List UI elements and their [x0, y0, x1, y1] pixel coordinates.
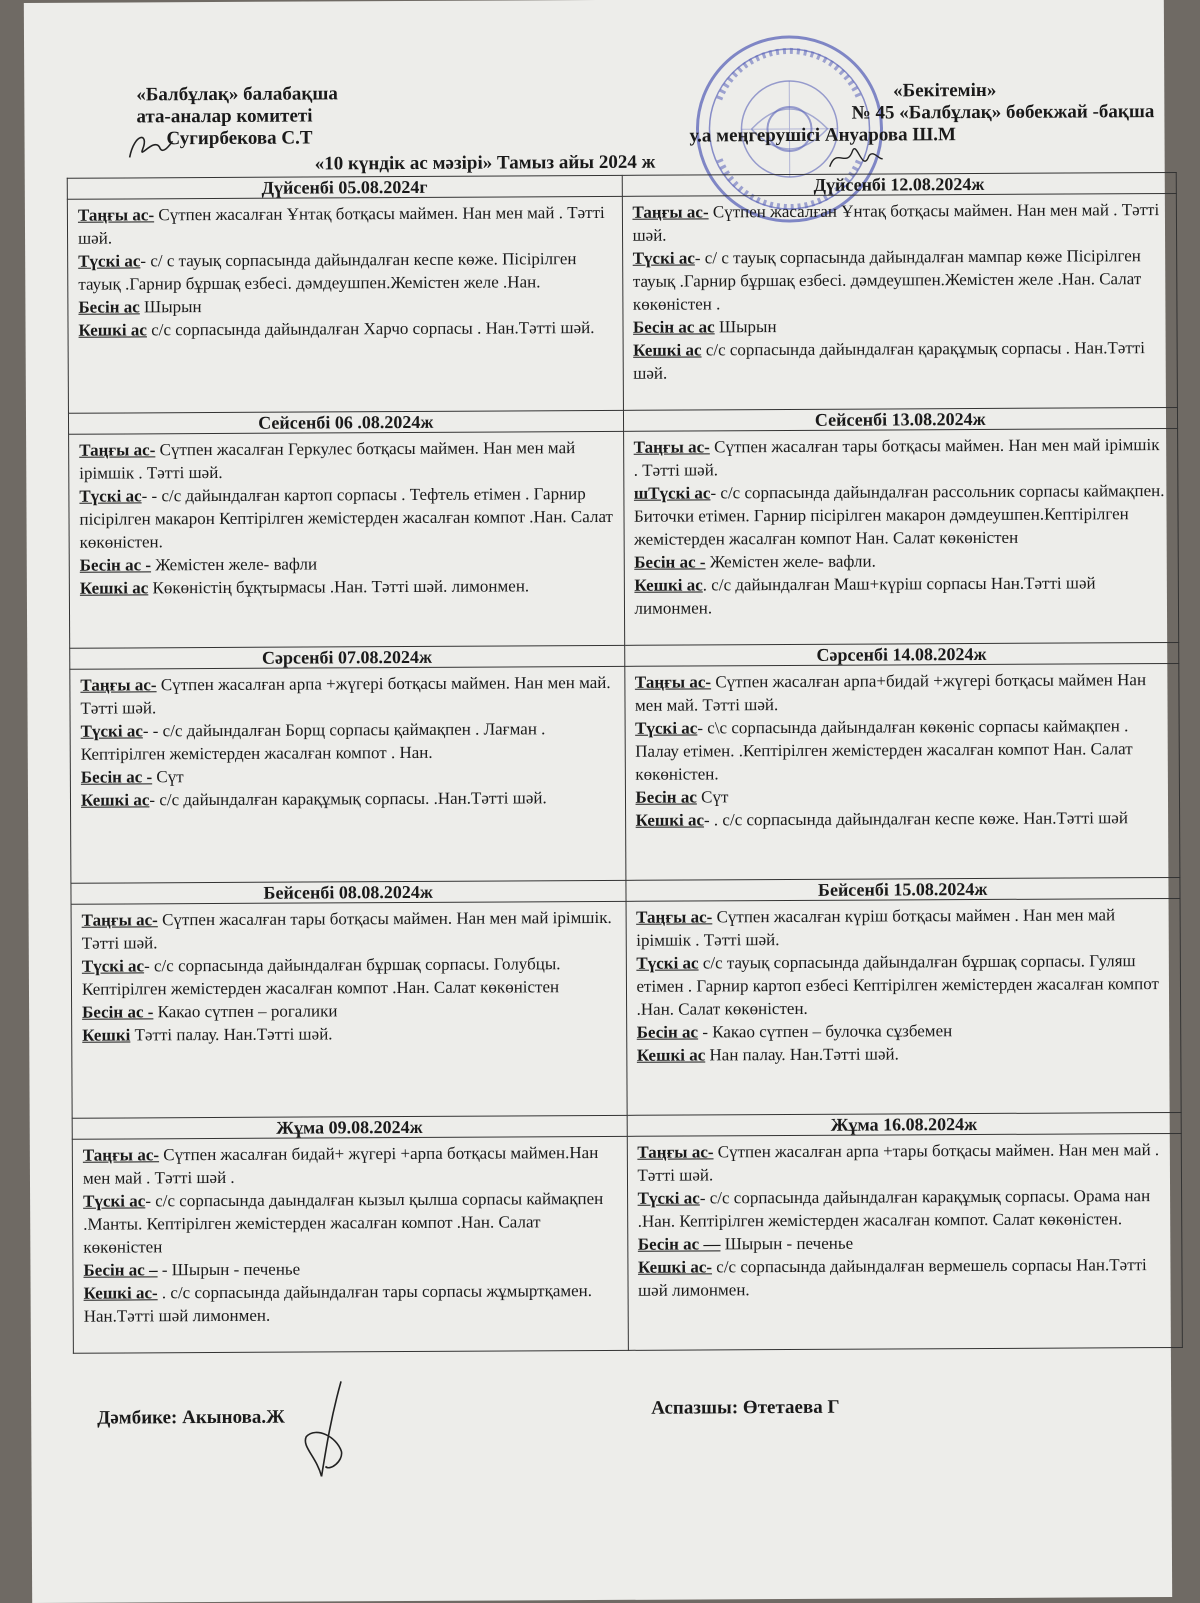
menu-table [67, 172, 1183, 1354]
meal-label: Түскі ас [81, 956, 145, 976]
meal-text: Жемістен желе- вафли. [705, 551, 876, 572]
day-header-left: Бейсенбі 08.08.2024ж [71, 880, 626, 904]
day-meals-row [70, 663, 1180, 883]
meal-label: Бесін ас [636, 1022, 699, 1042]
day-meals-right [623, 428, 1179, 645]
meal-text: с/с тауық сорпасында дайындалған бұршақ сорпасы. Гуляш етімен . Гарнир картоп езбесі Кептірілген жемістерден жасалған компот .Нан. Салат көкөністен. [636, 951, 1159, 1019]
meal-text: - с/ с тауық сорпасында дайындалған мампар көже Пісірілген тауық .Гарнир бұршақ езбесі. дәмдеушпен.Жемістен желе .Нан. Салат көкөністен . [632, 246, 1142, 314]
meal-text: Сүтпен жасалған арпа+бидай +жүгері ботқасы маймен Нан мен май. Тәтті шәй. [634, 670, 1147, 715]
meal-text: . с/с дайындалған Маш+күріш сорпасы Нан.Тәтті шәй лимонмен. [634, 573, 1096, 618]
meal-entry [79, 436, 613, 485]
meal-text: Сүтпен жасалған тары ботқасы маймен. Нан мен май ірімшік. Тәтті шәй. [81, 907, 612, 953]
meal-entry [80, 671, 614, 720]
meal-entry [79, 482, 613, 554]
meal-text: - - с/с дайындалған картоп сорпасы . Тефтель етімен . Гарнир пісірілген макарон Кептірілген жемістерден жасалған компот .Нан. Салат көкөністен. [79, 484, 614, 552]
meal-text: - с/ с тауық сорпасында дайындалған кеспе көже. Пісірілген тауық .Гарнир бұршақ езбесі. дәмдеушпен.Жемістен желе .Нан. [78, 249, 577, 294]
signature-left [124, 127, 174, 167]
day-meals-right [627, 1133, 1183, 1350]
meal-entry [82, 1021, 616, 1047]
meal-text: Жемістен желе- вафли [150, 554, 318, 575]
meal-label: Таңғы ас- [632, 202, 709, 222]
day-header-right: Дүйсенбі 12.08.2024ж [622, 172, 1177, 196]
meal-entry [83, 1187, 617, 1259]
day-meals-left [72, 1136, 628, 1353]
day-meals-right [626, 898, 1182, 1115]
day-header-left: Жұма 09.08.2024ж [72, 1115, 627, 1139]
meal-text: Шырын [139, 297, 202, 317]
meal-text: Сүтпен жасалған арпа +жүгері ботқасы маймен. Нан мен май. Тәтті шәй. [80, 672, 611, 718]
meal-entry [637, 1041, 1171, 1067]
meal-text: Тәтті палау. Нан.Тәтті шәй. [130, 1024, 333, 1045]
meal-text: - - с/с дайындалған Борщ сорпасы қаймақпен . Лағман . Кептірілген жемістерден жасалған компот . Нан. [80, 719, 546, 764]
meal-text: Нан палау. Нан.Тәтті шәй. [705, 1044, 899, 1065]
meal-text: Сүтпен жасалған күріш ботқасы маймен . Нан мен май ірімшік . Тәтті шәй. [636, 905, 1116, 950]
meal-label: Кешкі ас [78, 320, 147, 340]
meal-entry [636, 806, 1170, 832]
meal-text: Сүтпен жасалған Ұнтақ ботқасы маймен. Нан мен май . Тәтті шәй. [632, 200, 1160, 245]
day-meals-row [72, 1133, 1182, 1353]
meal-label: Кешкі ас [635, 810, 705, 830]
meal-label: Түскі ас [637, 1188, 700, 1208]
meal-label: Бесін ас - [82, 1002, 154, 1022]
meal-label: Бесін ас - [634, 552, 706, 572]
meal-entry [81, 717, 615, 766]
document-page [24, 0, 1172, 1603]
meal-text: с/с сорпасында дайындалған қарақұмық сорпасы . Нан.Тәтті шәй. [633, 338, 1145, 383]
meal-text: - с/с дайындалған карақұмық сорпасы. .Нан.Тәтті шәй. [149, 788, 547, 810]
meal-entry [636, 903, 1170, 952]
meal-text: - с/с сорпасында даындалған кызыл қылша сорпасы каймақпен .Манты. Кептірілген жемістерден жасалған компот .Нан. Салат көкөністен [83, 1188, 604, 1257]
day-meals-left [67, 196, 623, 413]
meal-label: Таңғы ас- [79, 440, 156, 460]
meal-label: Кешкі ас [633, 340, 702, 360]
meal-entry [82, 998, 616, 1024]
day-header-left: Дүйсенбі 05.08.2024г [67, 175, 622, 199]
meal-entry [635, 714, 1169, 786]
meal-label: Түскі ас [635, 718, 698, 738]
meal-entry [637, 1018, 1171, 1044]
meal-label: Кешкі [82, 1025, 131, 1045]
meal-entry [638, 1184, 1172, 1233]
day-meals-right [624, 663, 1180, 880]
day-header-right: Бейсенбі 15.08.2024ж [625, 877, 1180, 901]
meal-entry [636, 949, 1170, 1021]
day-meals-row [69, 428, 1179, 648]
meal-text: с/с сорпасында дайындалған вермешель сорпасы Нан.Тәтті шәй лимонмен. [638, 1255, 1147, 1300]
nurse-signature-line: Дәмбике: Акынова.Ж [97, 1406, 285, 1429]
meal-entry [81, 763, 615, 789]
meal-entry [632, 198, 1166, 247]
meal-label: Кешкі ас [636, 1045, 706, 1065]
day-meals-row [67, 193, 1177, 413]
meal-label: Бесін ас - [80, 767, 153, 787]
meal-text: Сүтпен жасалған арпа +тары ботқасы маймен. Нан мен май . Тәтті шәй. [637, 1140, 1160, 1185]
meal-entry [634, 433, 1168, 482]
meal-label: Бесін ас - [79, 555, 152, 575]
meal-label: Бесін ас ас [632, 317, 715, 337]
signature-bottom [281, 1376, 372, 1486]
meal-text: Сүтпен жасалған Ұнтақ ботқасы маймен. Нан мен май . Тәтті шәй. [78, 202, 605, 248]
meal-label: Кешкі ас [634, 575, 703, 595]
meal-label: Кешкі ас [79, 578, 149, 598]
meal-entry [638, 1253, 1172, 1302]
meal-text: Шырын [714, 317, 777, 337]
meal-entry [80, 551, 614, 577]
cook-signature-line: Аспазшы: Өтетаева Г [651, 1396, 840, 1419]
meal-entry [78, 247, 612, 296]
meal-label: Түскі ас [80, 721, 143, 741]
meal-text: - Какао сүтпен – булочка сұзбемен [698, 1021, 953, 1042]
meal-label: Таңғы ас- [636, 907, 713, 927]
meal-text: Шырын - печенье [720, 1233, 854, 1254]
meal-label: Түскі ас [636, 953, 699, 973]
meal-entry [84, 1279, 618, 1328]
meal-label: Таңғы ас- [634, 672, 712, 692]
meal-text: Какао сүтпен – рогалики [153, 1001, 338, 1022]
meal-entry [80, 574, 614, 600]
institution-name: № 45 «Балбұлақ» бөбекжай -бақша [851, 101, 1155, 124]
meal-label: Бесін ас [78, 297, 140, 317]
meal-text: Сүт [152, 767, 184, 787]
meal-text: Көкөністің бұқтырмасы .Нан. Тәтті шәй. лимонмен. [148, 576, 530, 598]
meal-label: Түскі ас [632, 248, 695, 268]
day-header-right: Сейсенбі 13.08.2024ж [623, 407, 1178, 431]
meal-label: Таңғы ас- [80, 675, 157, 695]
meal-text: - с\с сорпасында дайындалған көкөніс сорпасы каймақпен . Палау етімен. .Кептірілген жемістерден жасалған компот Нан. Салат көкөністен. [635, 716, 1133, 784]
day-header-right: Жұма 16.08.2024ж [627, 1112, 1182, 1136]
meal-text: с/с сорпасында дайындалған Харчо сорпасы . Нан.Тәтті шәй. [146, 318, 595, 340]
meal-text: Сүтпен жасалған Геркулес ботқасы маймен. Нан мен май ірімшік . Тәтті шәй. [79, 438, 576, 483]
meal-entry [635, 783, 1169, 809]
day-header-left: Сәрсенбі 07.08.2024ж [70, 645, 625, 669]
day-meals-left [70, 666, 626, 883]
day-meals-right [622, 193, 1178, 410]
acting-director: у.а меңгерушісі Ануарова Ш.М [689, 124, 956, 147]
meal-label: Бесін ас [635, 787, 697, 807]
approved-label: «Бекітемін» [893, 79, 997, 102]
meal-text: Сүтпен жасалған тары ботқасы маймен. Нан мен май ірімшік . Тәтті шәй. [633, 435, 1160, 480]
meal-entry [83, 1256, 617, 1282]
meal-entry [78, 293, 612, 319]
meal-entry [638, 1230, 1172, 1256]
meal-text: - с/с сорпасында дайындалған рассольник сорпасы каймақпен. Биточки етімен. Гарнир пісірілген макарон дәмдеушпен.Кептірілген жемістерден жасалған компот Нан. Салат көкөністен [633, 481, 1165, 549]
parents-committee: ата-аналар комитеті [136, 105, 313, 128]
meal-text: - с/с сорпасында дайындалған карақұмық сорпасы. Орама нан .Нан. Кептірілген жемістерден жасалған компот. Салат көкөністен. [637, 1186, 1151, 1231]
meal-text: . с/с сорпасында дайындалған тары сорпасы жұмыртқамен. Нан.Тәтті шәй лимонмен. [83, 1281, 593, 1326]
day-meals-left [71, 901, 627, 1118]
meal-entry [83, 1141, 617, 1190]
meal-entry [634, 571, 1168, 620]
meal-text: - с/с сорпасында дайындалған бұршақ сорпасы. Голубцы. Кептірілген жемістерден жасалған компот .Нан. Салат көкөністен [81, 954, 561, 999]
committee-signer: Сугирбекова С.Т [166, 127, 313, 150]
meal-entry [81, 786, 615, 812]
meal-entry [633, 336, 1167, 385]
meal-label: Таңғы ас- [633, 437, 710, 457]
meal-entry [633, 313, 1167, 339]
meal-entry [633, 244, 1167, 316]
meal-entry [637, 1138, 1171, 1187]
meal-label: Бесін ас — [637, 1234, 721, 1254]
day-meals-left [69, 431, 625, 648]
day-meals-row [71, 898, 1181, 1118]
meal-entry [78, 316, 612, 342]
meal-text: - . с/с сорпасында дайындалған кеспе көже. Нан.Тәтті шәй [703, 808, 1128, 830]
meal-entry [82, 906, 616, 955]
meal-label: Таңғы ас- [77, 205, 155, 225]
meal-label: Бесін ас – [83, 1260, 158, 1280]
kindergarten-name: «Балбұлақ» балабақша [136, 83, 338, 106]
meal-label: Кешкі ас- [637, 1257, 713, 1277]
meal-label: Кешкі ас [80, 790, 150, 810]
meal-label: Таңғы ас- [81, 910, 158, 930]
day-header-right: Сәрсенбі 14.08.2024ж [624, 642, 1179, 666]
meal-entry [78, 201, 612, 250]
meal-entry [634, 479, 1168, 551]
meal-entry [634, 548, 1168, 574]
meal-text: Сүт [696, 787, 729, 807]
approval-right-block [684, 79, 1154, 147]
meal-label: Түскі ас [79, 486, 142, 506]
meal-label: Таңғы ас- [637, 1142, 714, 1162]
meal-label: Таңғы ас- [82, 1145, 160, 1165]
meal-text: - Шырын - печенье [157, 1259, 301, 1280]
menu-title: «10 күндік ас мәзірі» Тамыз айы 2024 ж [314, 151, 656, 175]
meal-label: шТүскі ас [633, 483, 711, 503]
meal-entry [635, 668, 1169, 717]
meal-label: Түскі ас [78, 251, 141, 271]
meal-label: Түскі ас [83, 1191, 146, 1211]
meal-entry [82, 952, 616, 1001]
meal-label: Кешкі ас- [83, 1283, 158, 1303]
day-header-left: Сейсенбі 06 .08.2024ж [68, 410, 623, 434]
meal-text: Сүтпен жасалған бидай+ жүгері +арпа ботқасы маймен.Нан мен май . Тәтті шәй . [82, 1143, 599, 1188]
